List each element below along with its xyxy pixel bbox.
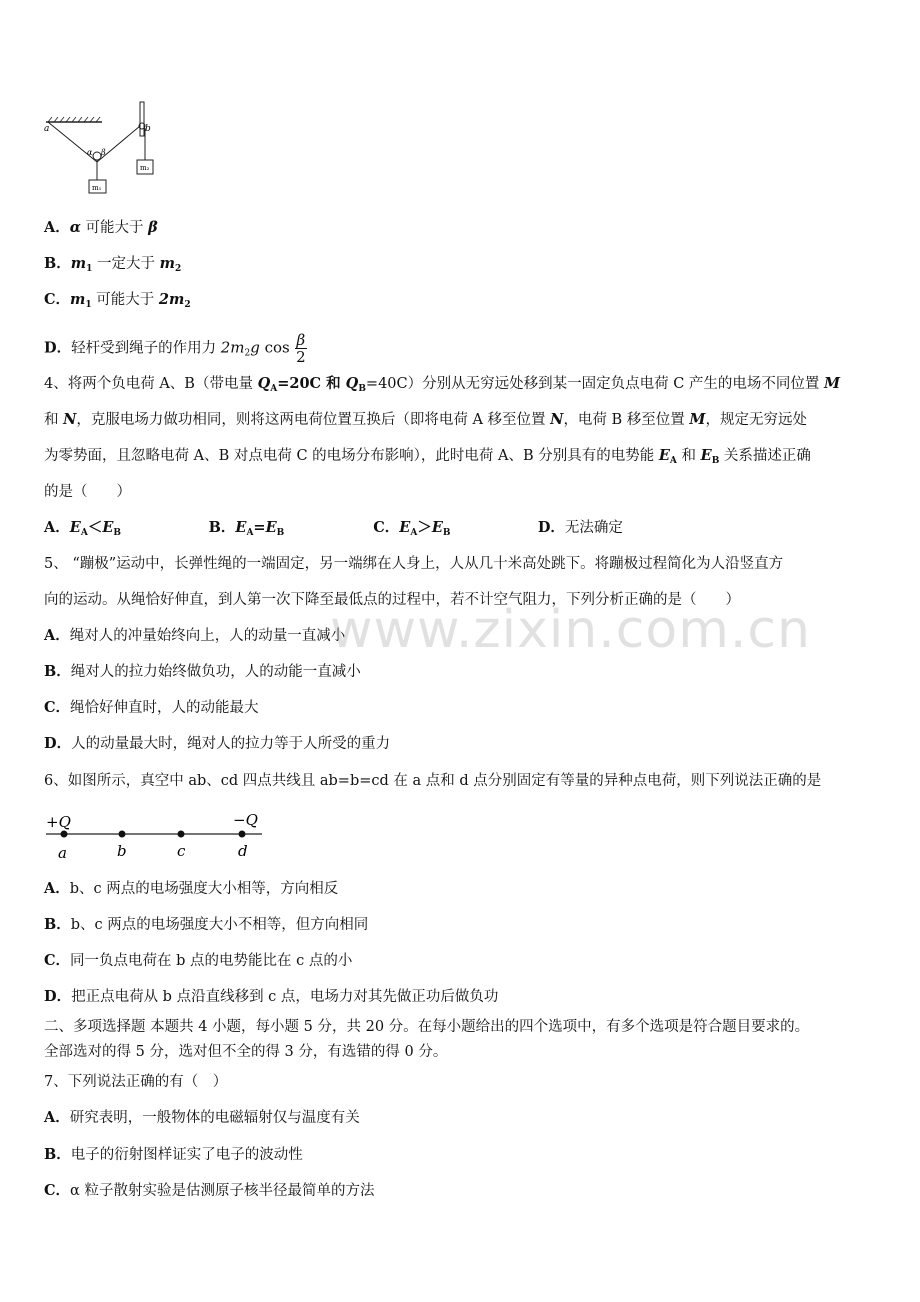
q4-option-b: B．$E_A=E_B$ (208, 519, 285, 538)
q5-option-b: B．绳对人的拉力始终做负功，人的动能一直减小 (44, 663, 361, 680)
q4-line-1: 4、将两个负电荷 A、B（带电量 $Q_A=20C$ 和 $Q_B=40C$）分别从无穷远处移到某一固定负点电荷 C 产生的电场不同位置 M (44, 375, 841, 394)
q5-option-a: A．绳对人的冲量始终向上，人的动量一直减小 (44, 627, 346, 644)
label-m2: m₂ (140, 164, 150, 172)
q4-option-a: A．$E_A<E_B$ (44, 519, 121, 538)
label-a: a (58, 844, 67, 862)
q3-option-c: C．$m_1$ 可能大于 $2m_2$ (44, 291, 191, 310)
label-c: c (177, 842, 186, 860)
pulley-figure (40, 100, 170, 198)
label-a: a (44, 124, 50, 134)
q6-option-d: D．把正点电荷从 b 点沿直线移到 c 点，电场力对其先做正功后做负功 (44, 988, 499, 1005)
q7-option-c: C．α 粒子散射实验是估测原子核半径最简单的方法 (44, 1182, 375, 1199)
label-alpha: α (87, 148, 93, 157)
section2-line-2: 全部选对的得 5 分，选对但不全的得 3 分，有选错的得 0 分。 (44, 1044, 448, 1060)
q7-line-1: 7、下列说法正确的有（ ） (44, 1074, 228, 1090)
formula: $2m_2g$ cos $\frac{\beta}{2}$ (220, 331, 306, 366)
q4-line-4: 的是（ ） (44, 484, 131, 500)
q6-line-1: 6、如图所示，真空中 ab、cd 四点共线且 ab=b=cd 在 a 点和 d 点分别固定有等量的异种点电荷，则下列说法正确的是 (44, 773, 822, 789)
label-minus-q: −Q (233, 811, 258, 829)
fraction: $\frac{\beta}{2}$ (296, 331, 306, 366)
label-b: b (117, 842, 127, 860)
q6-option-c: C．同一负点电荷在 b 点的电势能比在 c 点的小 (44, 952, 353, 969)
q3-option-a: A．α 可能大于 β (44, 219, 158, 236)
q4-option-d: D．无法确定 (537, 519, 623, 536)
q4-options (44, 518, 623, 543)
q3-option-b: B．$m_1$ 一定大于 $m_2$ (44, 255, 182, 274)
section2-line-1: 二、多项选择题 本题共 4 小题，每小题 5 分，共 20 分。在每小题给出的四个选项中，有多个选项是符合题目要求的。 (44, 1019, 810, 1035)
q7-option-b: B．电子的衍射图样证实了电子的波动性 (44, 1146, 303, 1163)
label-d: d (238, 842, 248, 860)
q5-option-d: D．人的动量最大时，绳对人的拉力等于人所受的重力 (44, 735, 391, 752)
q5-line-1: 5、 “蹦极”运动中，长弹性绳的一端固定，另一端绑在人身上，人从几十米高处跳下。将蹦极过程简化为人沿竖直方 (44, 556, 784, 572)
q5-line-2: 向的运动。从绳恰好伸直，到人第一次下降至最低点的过程中，若不计空气阻力，下列分析正确的是（ ） (44, 592, 740, 608)
q4-option-c: C．$E_A>E_B$ (373, 519, 451, 538)
label-m1: m₁ (92, 184, 102, 192)
q6-option-a: A．b、c 两点的电场强度大小相等，方向相反 (44, 880, 339, 897)
watermark: www.zixin.com.cn (330, 600, 811, 660)
label-beta: β (101, 148, 106, 157)
label-plus-q: +Q (46, 813, 71, 831)
charges-figure (40, 806, 270, 866)
q7-option-a: A．研究表明，一般物体的电磁辐射仅与温度有关 (44, 1109, 360, 1126)
q5-option-c: C．绳恰好伸直时，人的动能最大 (44, 699, 259, 716)
q4-line-2: 和 N，克服电场力做功相同，则将这两电荷位置互换后（即将电荷 A 移至位置 N，电荷 B 移至位置 M，规定无穷远处 (44, 411, 807, 428)
q4-line-3: 为零势面，且忽略电荷 A、B 对点电荷 C 的电场分布影响），此时电荷 A、B 分别具有的电势能 $E_A$ 和 $E_B$ 关系描述正确 (44, 447, 811, 466)
q6-option-b: B．b、c 两点的电场强度大小不相等，但方向相同 (44, 916, 369, 933)
label-b: b (145, 124, 151, 134)
q3-option-d: D．轻杆受到绳子的作用力 $2m_2g$ cos $\frac{\beta}{2}$ (44, 331, 306, 366)
